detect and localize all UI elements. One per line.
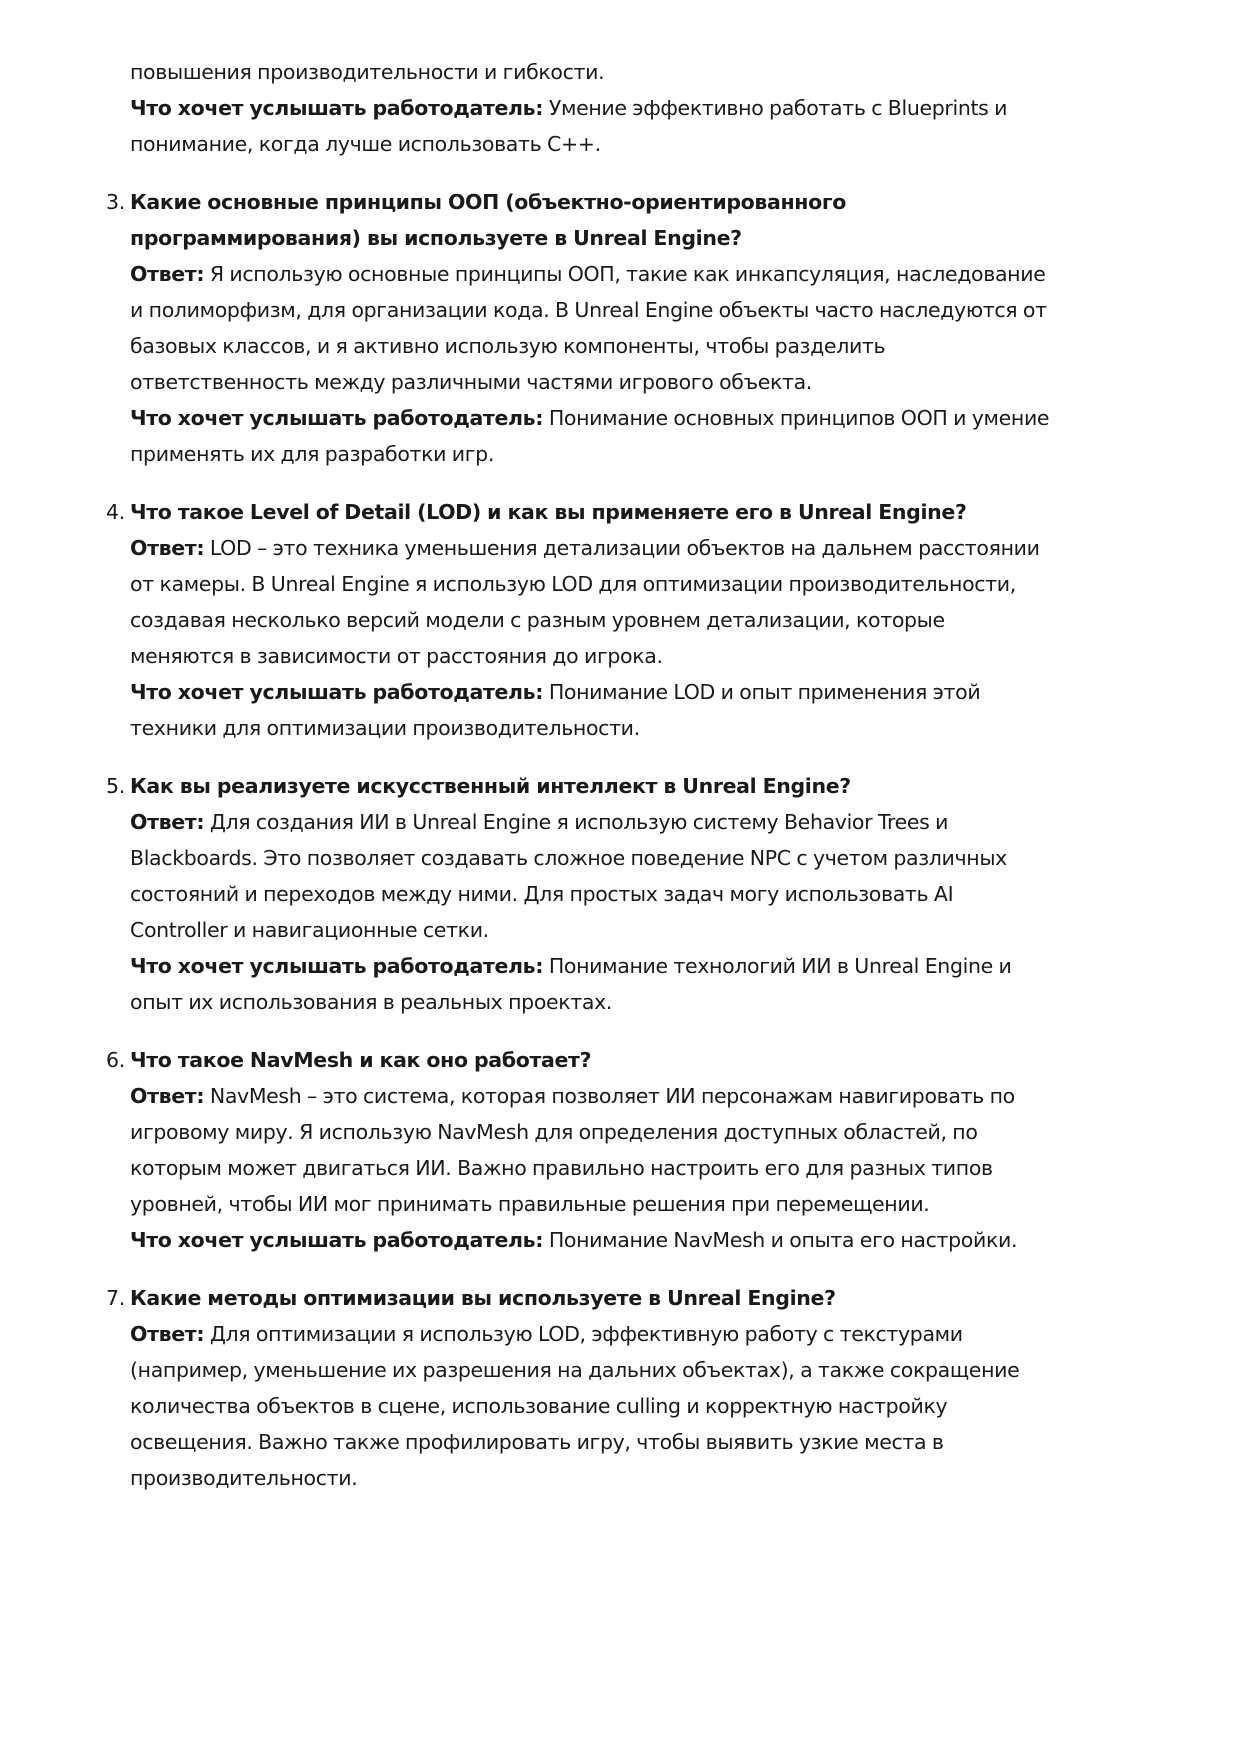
- answer-text: Я использую основные принципы ООП, такие как инкапсуляция, наследование: [209, 262, 1046, 286]
- employer-text-line: техники для оптимизации производительности.: [130, 716, 640, 740]
- answer-text-line: ответственность между различными частями игрового объекта.: [130, 370, 812, 394]
- employer-text-line: понимание, когда лучше использовать C++.: [130, 132, 601, 156]
- question-line: Что такое Level of Detail (LOD) и как вы применяете его в Unreal Engine?: [130, 500, 967, 524]
- answer-label: Ответ:: [130, 1084, 205, 1108]
- answer-line: [130, 1078, 1130, 1114]
- employer-text-line: опыт их использования в реальных проектах.: [130, 990, 613, 1014]
- employer-text: Понимание NavMesh и опыта его настройки.: [548, 1228, 1018, 1252]
- employer-label: Что хочет услышать работодатель:: [130, 954, 544, 978]
- answer-text-line: уровней, чтобы ИИ мог принимать правильные решения при перемещении.: [130, 1192, 930, 1216]
- question-line: Что такое NavMesh и как оно работает?: [130, 1048, 592, 1072]
- employer-label: Что хочет услышать работодатель:: [130, 96, 544, 120]
- answer-text: LOD – это техника уменьшения детализации объектов на дальнем расстоянии: [209, 536, 1040, 560]
- employer-label: Что хочет услышать работодатель:: [130, 680, 544, 704]
- employer-expectation-line: [130, 90, 1130, 126]
- item-number: 3.: [106, 190, 125, 214]
- list-item: [106, 1042, 1130, 1258]
- employer-text-line: применять их для разработки игр.: [130, 442, 495, 466]
- employer-expectation-line: [130, 400, 1130, 436]
- answer-text-line: (например, уменьшение их разрешения на дальних объектах), а также сокращение: [130, 1358, 1020, 1382]
- answer-label: Ответ:: [130, 1322, 205, 1346]
- answer-text-line: базовых классов, и я активно использую компоненты, чтобы разделить: [130, 334, 886, 358]
- answer-line: [130, 530, 1130, 566]
- question-line: программирования) вы используете в Unreal Engine?: [130, 226, 742, 250]
- answer-text-line: Controller и навигационные сетки.: [130, 918, 489, 942]
- answer-text-line: повышения производительности и гибкости.: [130, 60, 605, 84]
- answer-text: NavMesh – это система, которая позволяет ИИ персонажам навигировать по: [209, 1084, 1015, 1108]
- employer-text: Понимание основных принципов ООП и умение: [548, 406, 1050, 430]
- answer-text: Для создания ИИ в Unreal Engine я использую систему Behavior Trees и: [209, 810, 949, 834]
- answer-text-line: состояний и переходов между ними. Для простых задач могу использовать AI: [130, 882, 954, 906]
- answer-text-line: производительности.: [130, 1466, 358, 1490]
- answer-text: Для оптимизации я использую LOD, эффективную работу с текстурами: [209, 1322, 963, 1346]
- list-item: [106, 494, 1130, 746]
- answer-label: Ответ:: [130, 810, 205, 834]
- answer-line: [130, 804, 1130, 840]
- answer-text-line: Blackboards. Это позволяет создавать сложное поведение NPC с учетом различных: [130, 846, 1007, 870]
- employer-label: Что хочет услышать работодатель:: [130, 1228, 544, 1252]
- employer-text: Умение эффективно работать с Blueprints и: [548, 96, 1008, 120]
- answer-text-line: меняются в зависимости от расстояния до игрока.: [130, 644, 663, 668]
- question-line: Как вы реализуете искусственный интеллект в Unreal Engine?: [130, 774, 851, 798]
- question-line: Какие методы оптимизации вы используете в Unreal Engine?: [130, 1286, 836, 1310]
- answer-text-line: игровому миру. Я использую NavMesh для определения доступных областей, по: [130, 1120, 978, 1144]
- employer-expectation-line: [130, 948, 1130, 984]
- item-number: 7.: [106, 1286, 125, 1310]
- list-item: [106, 1280, 1130, 1496]
- answer-label: Ответ:: [130, 262, 205, 286]
- employer-text: Понимание LOD и опыт применения этой: [548, 680, 981, 704]
- answer-text-line: от камеры. В Unreal Engine я использую LOD для оптимизации производительности,: [130, 572, 1016, 596]
- question-line: Какие основные принципы ООП (объектно-ориентированного: [130, 190, 846, 214]
- employer-expectation-line: [130, 1222, 1130, 1258]
- answer-text-line: которым может двигаться ИИ. Важно правильно настроить его для разных типов: [130, 1156, 993, 1180]
- answer-text-line: создавая несколько версий модели с разным уровнем детализации, которые: [130, 608, 945, 632]
- answer-label: Ответ:: [130, 536, 205, 560]
- employer-expectation-line: [130, 674, 1130, 710]
- answer-text-line: освещения. Важно также профилировать игру, чтобы выявить узкие места в: [130, 1430, 944, 1454]
- answer-line: [130, 256, 1130, 292]
- list-item: [106, 768, 1130, 1020]
- answer-line: [130, 1316, 1130, 1352]
- answer-text-line: количества объектов в сцене, использование culling и корректную настройку: [130, 1394, 948, 1418]
- employer-label: Что хочет услышать работодатель:: [130, 406, 544, 430]
- item-number: 6.: [106, 1048, 125, 1072]
- item-number: 4.: [106, 500, 125, 524]
- employer-text: Понимание технологий ИИ в Unreal Engine и: [548, 954, 1012, 978]
- list-item-continuation: [130, 54, 1130, 162]
- answer-text-line: и полиморфизм, для организации кода. В Unreal Engine объекты часто наследуются от: [130, 298, 1047, 322]
- list-item: [106, 184, 1130, 472]
- item-number: 5.: [106, 774, 125, 798]
